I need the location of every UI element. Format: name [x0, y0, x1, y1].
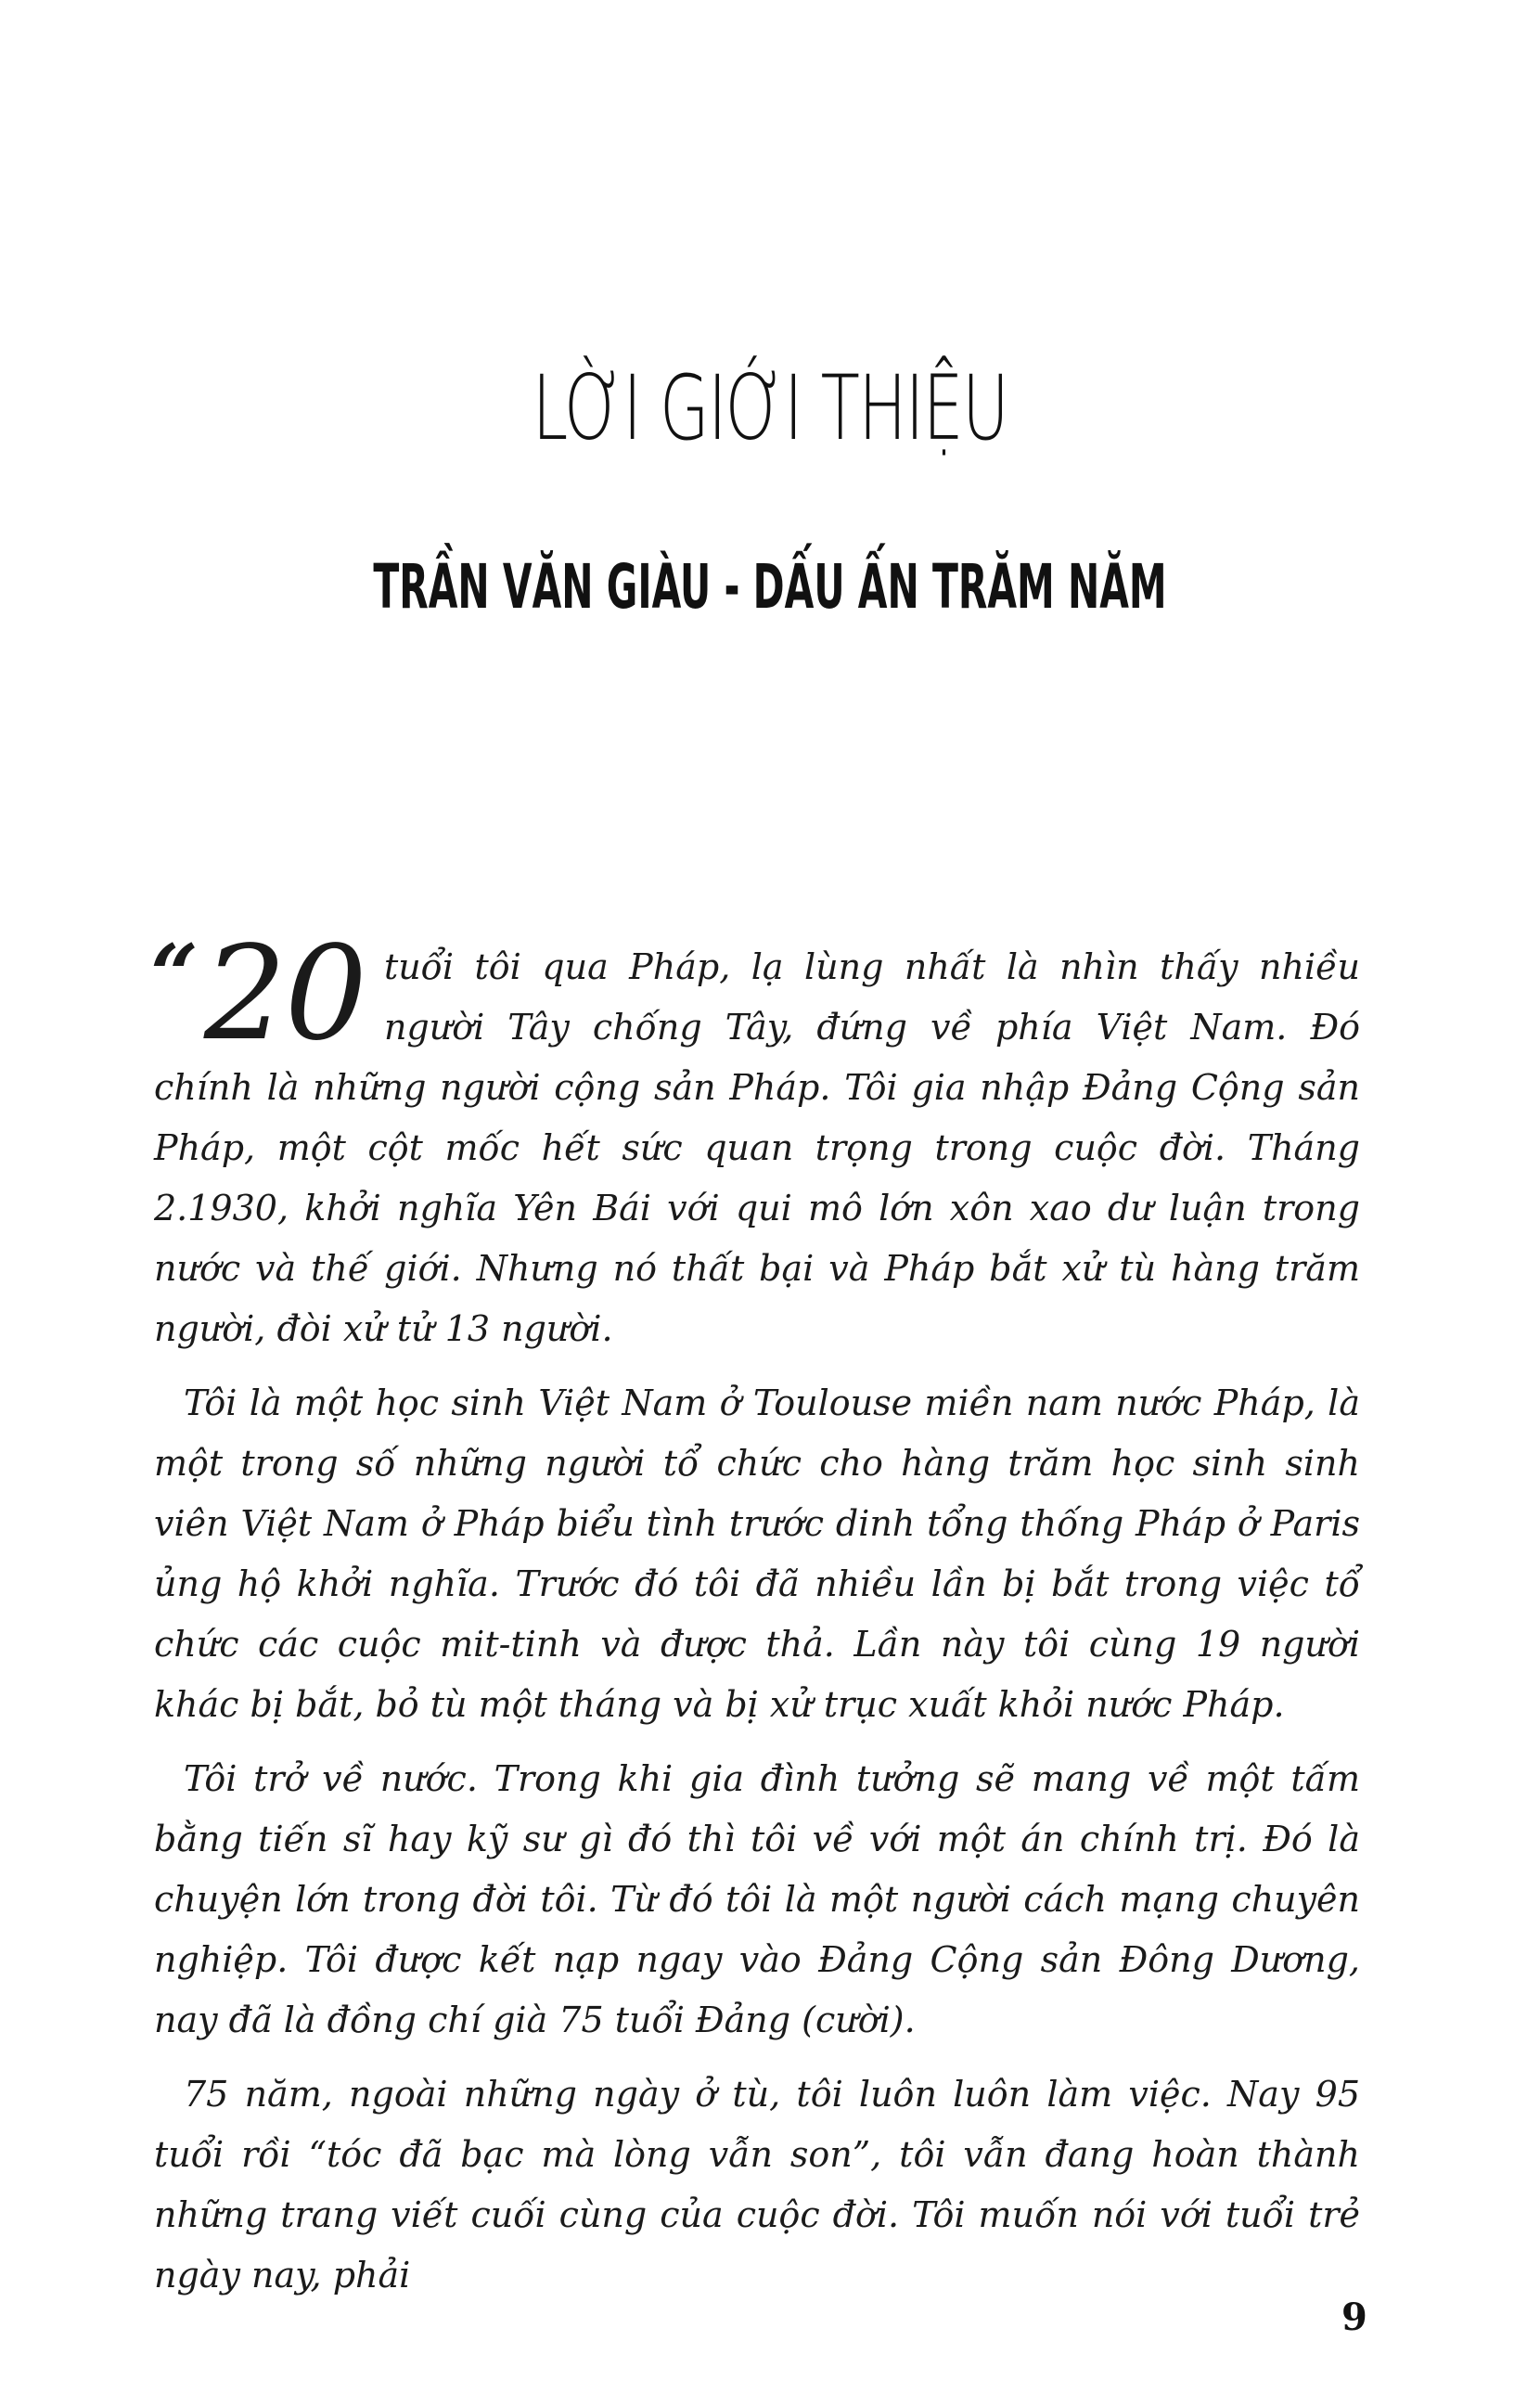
body-text — [150, 919, 1360, 2320]
paragraph-3: Tôi trở về nước. Trong khi gia đình tưởng sẽ mang về một tấm bằng tiến sĩ hay kỹ sư gì đó thì tôi về với một án chính trị. Đó là chuyện lớn trong đời tôi. Từ đó tôi là một người cách mạng chuyên nghiệp. Tôi được kết nạp ngay vào Đảng Cộng sản Đông Dương, nay đã là đồng chí già 75 tuổi Đảng (cười). — [154, 1758, 1360, 2040]
paragraph-1 — [150, 919, 1360, 1359]
page-number: 9 — [1341, 2296, 1367, 2339]
opening-quote-mark: “ — [150, 926, 199, 1024]
page-subtitle: TRẦN VĂN GIÀU - DẤU ẤN TRĂM NĂM — [373, 551, 1167, 623]
paragraph-4: 75 năm, ngoài những ngày ở tù, tôi luôn luôn làm việc. Nay 95 tuổi rồi “tóc đã bạc mà lòng vẫn son”, tôi vẫn đang hoàn thành những trang viết cuối cùng của cuộc đời. Tôi muốn nói với tuổi trẻ ngày nay, phải — [154, 2074, 1360, 2296]
drop-number: 20 — [203, 919, 366, 1070]
paragraph-2: Tôi là một học sinh Việt Nam ở Toulouse miền nam nước Pháp, là một trong số những người tổ chức cho hàng trăm học sinh sinh viên Việt Nam ở Pháp biểu tình trước dinh tổng thống Pháp ở Paris ủng hộ khởi nghĩa. Trước đó tôi đã nhiều lần bị bắt trong việc tổ chức các cuộc mit-tinh và được thả. Lần này tôi cùng 19 người khác bị bắt, bỏ tù một tháng và bị xử trục xuất khỏi nước Pháp. — [154, 1383, 1360, 1725]
page-title: LỜI GIỚI THIỆU — [532, 356, 1008, 460]
paragraph-1-text: tuổi tôi qua Pháp, lạ lùng nhất là nhìn thấy nhiều người Tây chống Tây, đứng về phía Việt Nam. Đó chính là những người cộng sản Pháp. Tôi gia nhập Đảng Cộng sản Pháp, một cột mốc hết sức quan trọng trong cuộc đời. Tháng 2.1930, khởi nghĩa Yên Bái với qui mô lớn xôn xao dư luận trong nước và thế giới. Nhưng nó thất bại và Pháp bắt xử tù hàng trăm người, đòi xử tử 13 người. — [154, 946, 1360, 1349]
